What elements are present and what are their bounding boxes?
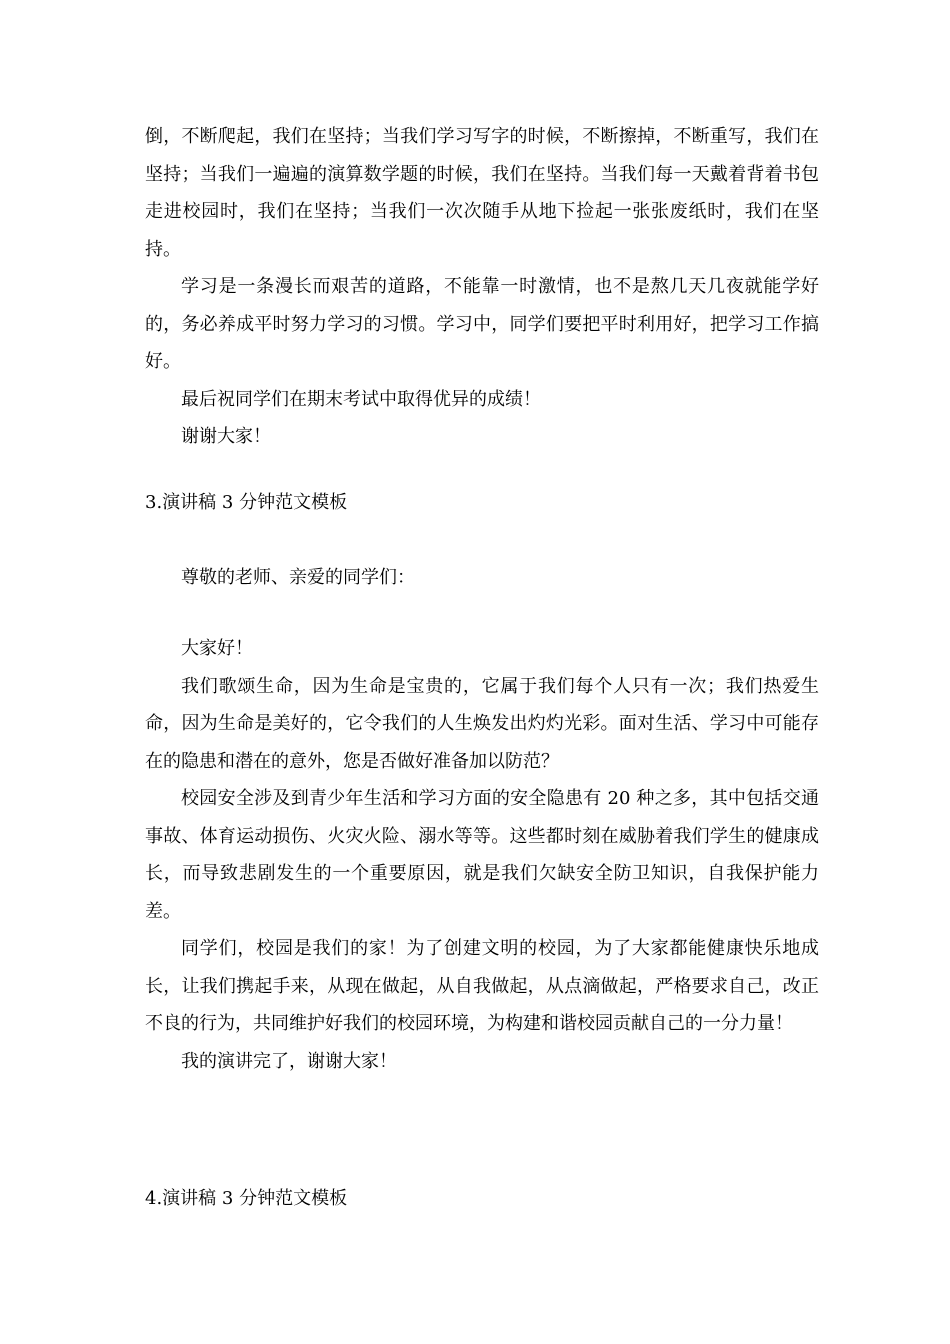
paragraph-life: 我们歌颂生命，因为生命是宝贵的，它属于我们每个人只有一次；我们热爱生命，因为生命是美好的，它令我们的人生焕发出灼灼光彩。面对生活、学习中可能存在的隐患和潜在的意外，您是否做好准备加以防范？ [145,675,819,772]
greeting: 大家好！ [181,638,253,659]
paragraph-campus: 同学们，校园是我们的家！为了创建文明的校园，为了大家都能健康快乐地成长，让我们携起手来，从现在做起，从自我做起，从点滴做起，严格要求自己，改正不良的行为，共同维护好我们的校园环境，为构建和谐校园贡献自己的一分力量！ [145,938,819,1034]
section-3-body [145,630,819,1080]
paragraph-safety: 校园安全涉及到青少年生活和学习方面的安全隐患有 20 种之多，其中包括交通事故、体育运动损伤、火灾火险、溺水等等。这些都时刻在威胁着我们学生的健康成长，而导致悲剧发生的一个重要原因，就是我们欠缺安全防卫知识，自我保护能力差。 [145,788,819,922]
section-2-body [145,118,819,456]
section-4-heading: 4.演讲稿 3 分钟范文模板 [145,1188,348,1209]
salutation: 尊敬的老师、亲爱的同学们： [181,567,415,588]
section-3-heading: 3.演讲稿 3 分钟范文模板 [145,492,348,513]
paragraph-study: 学习是一条漫长而艰苦的道路，不能靠一时激情，也不是熬几天几夜就能学好的，务必养成平时努力学习的习惯。学习中，同学们要把平时利用好，把学习工作搞好。 [145,276,819,372]
paragraph-exam-wish: 最后祝同学们在期末考试中取得优异的成绩！ [181,388,541,410]
paragraph-persistence: 倒，不断爬起，我们在坚持；当我们学习写字的时候，不断擦掉，不断重写，我们在坚持；当我们一遍遍的演算数学题的时候，我们在坚持。当我们每一天戴着背着书包走进校园时，我们在坚持；当我们一次次随手从地下捡起一张张废纸时，我们在坚持。 [145,126,819,260]
closing: 我的演讲完了，谢谢大家！ [181,1050,397,1072]
paragraph-thanks: 谢谢大家！ [181,426,271,447]
